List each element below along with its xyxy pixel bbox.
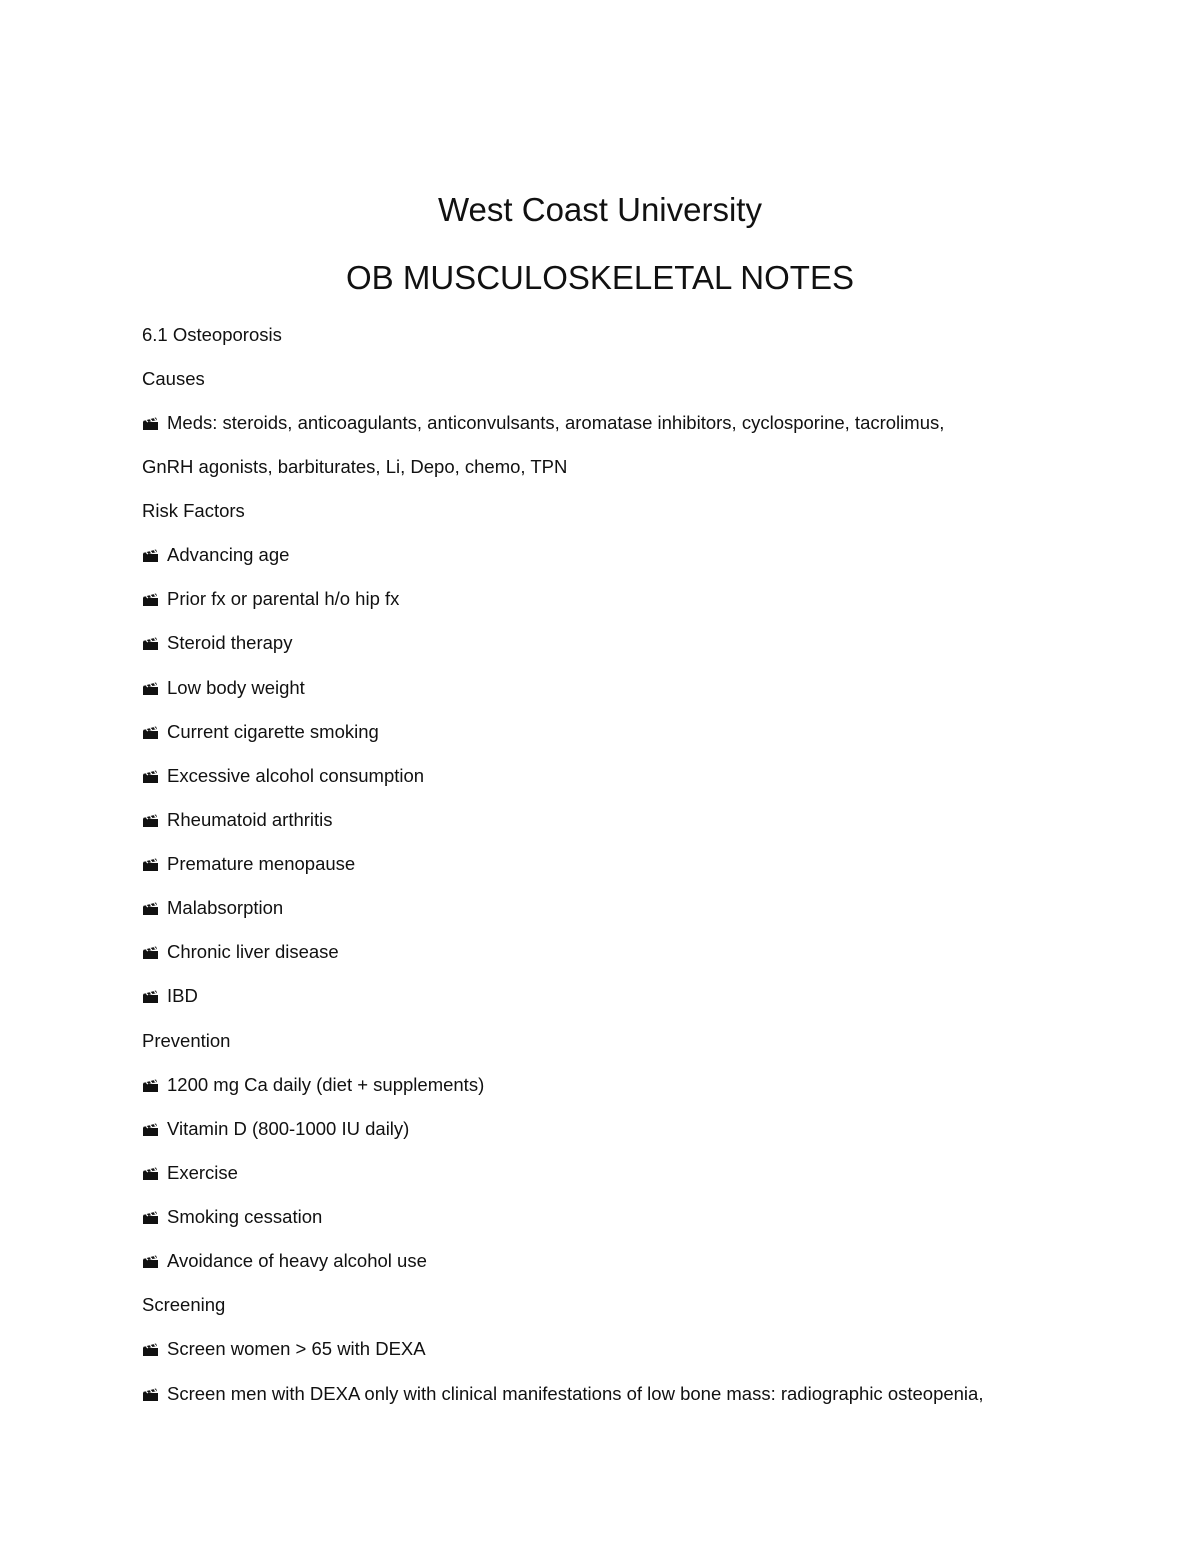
list-item-text: Current cigarette smoking: [167, 721, 379, 742]
list-item-text: Low body weight: [167, 677, 305, 698]
list-item: [142, 1337, 426, 1361]
list-item: [142, 808, 333, 832]
list-item-text: Exercise: [167, 1162, 238, 1183]
list-item: [142, 984, 198, 1008]
list-item: [142, 1073, 484, 1097]
list-item-text: Malabsorption: [167, 897, 284, 918]
list-item-text: Screen men with DEXA only with clinical manifestations of low bone mass: radiographic osteopenia,: [167, 1383, 984, 1404]
list-item: [142, 1382, 983, 1406]
prevention-heading: Prevention: [142, 1030, 231, 1051]
risk-factors-heading: Risk Factors: [142, 500, 245, 521]
list-item: [142, 587, 399, 611]
list-item: [142, 676, 305, 700]
list-item-text: Vitamin D (800-1000 IU daily): [167, 1118, 410, 1139]
clapperboard-icon: [142, 417, 159, 431]
list-item: [142, 1117, 409, 1141]
list-item-text: Meds: steroids, anticoagulants, anticonvulsants, aromatase inhibitors, cyclosporine, tacrolimus,: [167, 412, 945, 433]
causes-heading: Causes: [142, 368, 205, 389]
clapperboard-icon: [142, 990, 159, 1004]
list-item: [142, 720, 379, 744]
clapperboard-icon: [142, 946, 159, 960]
clapperboard-icon: [142, 726, 159, 740]
list-item: [142, 852, 355, 876]
list-item-text: IBD: [167, 985, 198, 1006]
list-item-text: Avoidance of heavy alcohol use: [167, 1250, 427, 1271]
clapperboard-icon: [142, 637, 159, 651]
causes-continuation: GnRH agonists, barbiturates, Li, Depo, chemo, TPN: [142, 456, 568, 477]
list-item-text: Excessive alcohol consumption: [167, 765, 425, 786]
document-subtitle: OB MUSCULOSKELETAL NOTES: [346, 259, 854, 296]
list-item: [142, 631, 292, 655]
list-item-text: Chronic liver disease: [167, 941, 339, 962]
clapperboard-icon: [142, 1255, 159, 1269]
list-item-text: Advancing age: [167, 544, 290, 565]
list-item-text: Rheumatoid arthritis: [167, 809, 333, 830]
clapperboard-icon: [142, 549, 159, 563]
screening-heading: Screening: [142, 1294, 226, 1315]
list-item-text: Steroid therapy: [167, 632, 293, 653]
clapperboard-icon: [142, 1343, 159, 1357]
list-item: [142, 896, 283, 920]
list-item-text: 1200 mg Ca daily (diet + supplements): [167, 1074, 485, 1095]
list-item: [142, 764, 424, 788]
list-item-text: Premature menopause: [167, 853, 356, 874]
document-title: West Coast University: [438, 191, 762, 228]
clapperboard-icon: [142, 593, 159, 607]
list-item: [142, 411, 944, 435]
list-item: [142, 940, 339, 964]
clapperboard-icon: [142, 770, 159, 784]
clapperboard-icon: [142, 1167, 159, 1181]
list-item: [142, 1249, 427, 1273]
clapperboard-icon: [142, 814, 159, 828]
section-heading: 6.1 Osteoporosis: [142, 324, 282, 345]
clapperboard-icon: [142, 858, 159, 872]
clapperboard-icon: [142, 1388, 159, 1402]
clapperboard-icon: [142, 1211, 159, 1225]
list-item: [142, 1205, 322, 1229]
clapperboard-icon: [142, 902, 159, 916]
list-item-text: Prior fx or parental h/o hip fx: [167, 588, 400, 609]
clapperboard-icon: [142, 1079, 159, 1093]
list-item: [142, 543, 289, 567]
clapperboard-icon: [142, 682, 159, 696]
list-item-text: Screen women > 65 with DEXA: [167, 1338, 426, 1359]
list-item-text: Smoking cessation: [167, 1206, 323, 1227]
clapperboard-icon: [142, 1123, 159, 1137]
list-item: [142, 1161, 238, 1185]
